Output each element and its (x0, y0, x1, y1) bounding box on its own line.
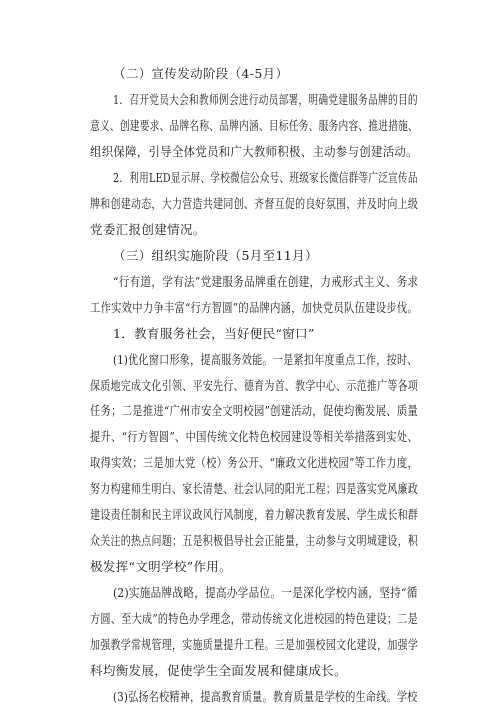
paragraph-line: (1)优化窗口形象，提高服务效能。一是紧扣年度重点工作，按时、 (113, 351, 418, 367)
paragraph-line: (3)弘扬名校精神，提高教育质量。教育质量是学校的生命线。学校 (113, 689, 418, 704)
paragraph-line: 保质地完成文化引领、平安先行、德育为首、教学中心、示范推广等各项 (90, 377, 419, 393)
paragraph-line: 科均衡发展，促使学生全面发展和健康成长。 (90, 663, 348, 679)
paragraph-line: “行有道，学有法”党建服务品牌重在创建，力戒形式主义、务求 (113, 273, 419, 289)
paragraph-line: 任务；二是推进“广州市安全文明校园”创建活动，促使均衡发展、质量 (90, 403, 419, 419)
paragraph-line: 工作实效中力争丰富“行方智圆”的品牌内涵，加快党员队伍建设步伐。 (90, 299, 419, 315)
section-heading-implementation: （三）组织实施阶段（5月至11月） (113, 247, 318, 263)
paragraph-line: 党委汇报创建情况。 (90, 221, 206, 237)
paragraph-line: 方圆、至大成”的特色办学理念，带动传统文化进校园的特色建设；二是 (90, 611, 419, 627)
paragraph-line: 众关注的热点问题；五是积极倡导社会正能量，主动参与文明城建设，积 (90, 533, 419, 549)
paragraph-line: 组织保障，引导全体党员和广大教师积极、主动参与创建活动。 (90, 143, 418, 159)
paragraph-line: 牌和创建动态，大力营造共建同创、齐督互促的良好氛围，并及时向上级 (90, 195, 419, 211)
paragraph-line: 努力构建师生明白、家长清楚、社会认同的阳光工程；四是落实党风廉政 (90, 481, 419, 497)
subsection-heading: 1．教育服务社会，当好便民“窗口” (113, 325, 315, 341)
paragraph-line: (2)实施品牌战略，提高办学品位。一是深化学校内涵，坚持“循 (113, 585, 418, 601)
paragraph-line: 加强教学常规管理，实施质量提升工程。三是加强校园文化建设，加强学 (90, 637, 419, 653)
paragraph-line: 取得实效；三是加大党（校）务公开、“廉政文化进校园”等工作力度， (90, 455, 419, 471)
paragraph-line: 建设责任制和民主评议政风行风制度，着力解决教育发展、学生成长和群 (90, 507, 419, 523)
paragraph-line: 意义、创建要求、品牌名称、品牌内涵、目标任务、服务内容、推进措施、 (90, 117, 419, 133)
section-heading-publicity: （二）宣传发动阶段（4-5月） (113, 66, 289, 81)
paragraph-line: 2．利用LED显示屏、学校微信公众号、班级家长微信群等广泛宣传品 (113, 169, 418, 185)
paragraph-line: 1．召开党员大会和教师例会进行动员部署，明确党建服务品牌的目的 (113, 91, 418, 107)
paragraph-line: 提升、“行方智圆”、中国传统文化特色校园建设等相关举措落到实处、 (90, 429, 419, 445)
paragraph-line: 极发挥“文明学校”作用。 (90, 559, 232, 575)
